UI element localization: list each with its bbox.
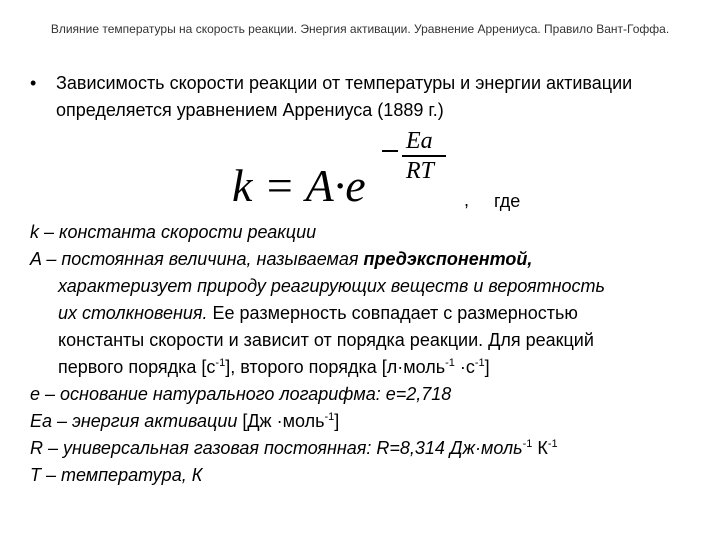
formula-minus-sign bbox=[382, 150, 398, 152]
definition-a-line5-c: ·с bbox=[454, 357, 475, 377]
definition-e: e – основание натурального логарифма: e=2,718 bbox=[30, 384, 452, 404]
definition-ea-a: [Дж ·моль bbox=[242, 411, 325, 431]
definition-r-sup2: -1 bbox=[547, 438, 558, 450]
definition-a-sup3: -1 bbox=[474, 357, 485, 369]
definition-r-mid: К bbox=[532, 438, 548, 458]
definition-a bbox=[30, 246, 700, 273]
bullet-text: Зависимость скорости реакции от температуры и энергии активации определяется уравнением Аррениуса (1889 г.) bbox=[56, 73, 633, 120]
definition-r-sup1: -1 bbox=[522, 438, 533, 450]
definition-ea-b: ] bbox=[334, 411, 340, 431]
formula-fraction-bar bbox=[402, 155, 446, 157]
definition-a-sup1: -1 bbox=[215, 357, 226, 369]
definition-ea-italic: Ea – энергия активации bbox=[30, 411, 243, 431]
definition-a-lead: A – постоянная величина, называемая bbox=[30, 249, 364, 269]
formula-numerator: Ea bbox=[406, 128, 433, 154]
arrhenius-formula bbox=[226, 128, 466, 218]
definition-a-term: предэкспонентой, bbox=[363, 249, 533, 269]
definition-a-line3-rest: Ее размерность совпадает с размерностью bbox=[207, 303, 578, 323]
definition-r-italic: R – универсальная газовая постоянная: R=8,314 Дж·моль bbox=[30, 438, 523, 458]
definition-a-line2: характеризует природу реагирующих веществ и вероятность bbox=[58, 276, 605, 296]
formula-main: k = A·e bbox=[232, 160, 366, 211]
definition-a-line5 bbox=[30, 354, 700, 381]
definition-a-line5-a: первого порядка [с bbox=[58, 357, 216, 377]
definition-k: k – константа скорости реакции bbox=[30, 222, 317, 242]
definition-a-line5-b: ], второго порядка [л·моль bbox=[225, 357, 446, 377]
definition-a-line3-italic: их столкновения. bbox=[58, 303, 208, 323]
formula-denominator: RT bbox=[406, 158, 435, 184]
formula-where: где bbox=[494, 191, 521, 211]
slide-title: Влияние температуры на скорость реакции. Энергия активации. Уравнение Аррениуса. Правило Вант-Гоффа. bbox=[50, 22, 670, 36]
definitions-list bbox=[30, 219, 700, 489]
definition-t: T – температура, К bbox=[30, 465, 203, 485]
definition-a-sup2: -1 bbox=[445, 357, 455, 369]
bullet-marker: • bbox=[30, 73, 37, 93]
formula-comma: , bbox=[464, 190, 470, 210]
definition-r bbox=[30, 435, 700, 462]
definition-a-line5-d: ] bbox=[484, 357, 490, 377]
bullet-point bbox=[30, 70, 694, 124]
definition-a-line4: константы скорости и зависит от порядка реакции. Для реакций bbox=[58, 330, 594, 350]
definition-ea bbox=[30, 408, 700, 435]
definition-a-line3 bbox=[30, 300, 700, 327]
definition-ea-sup: -1 bbox=[324, 411, 335, 423]
